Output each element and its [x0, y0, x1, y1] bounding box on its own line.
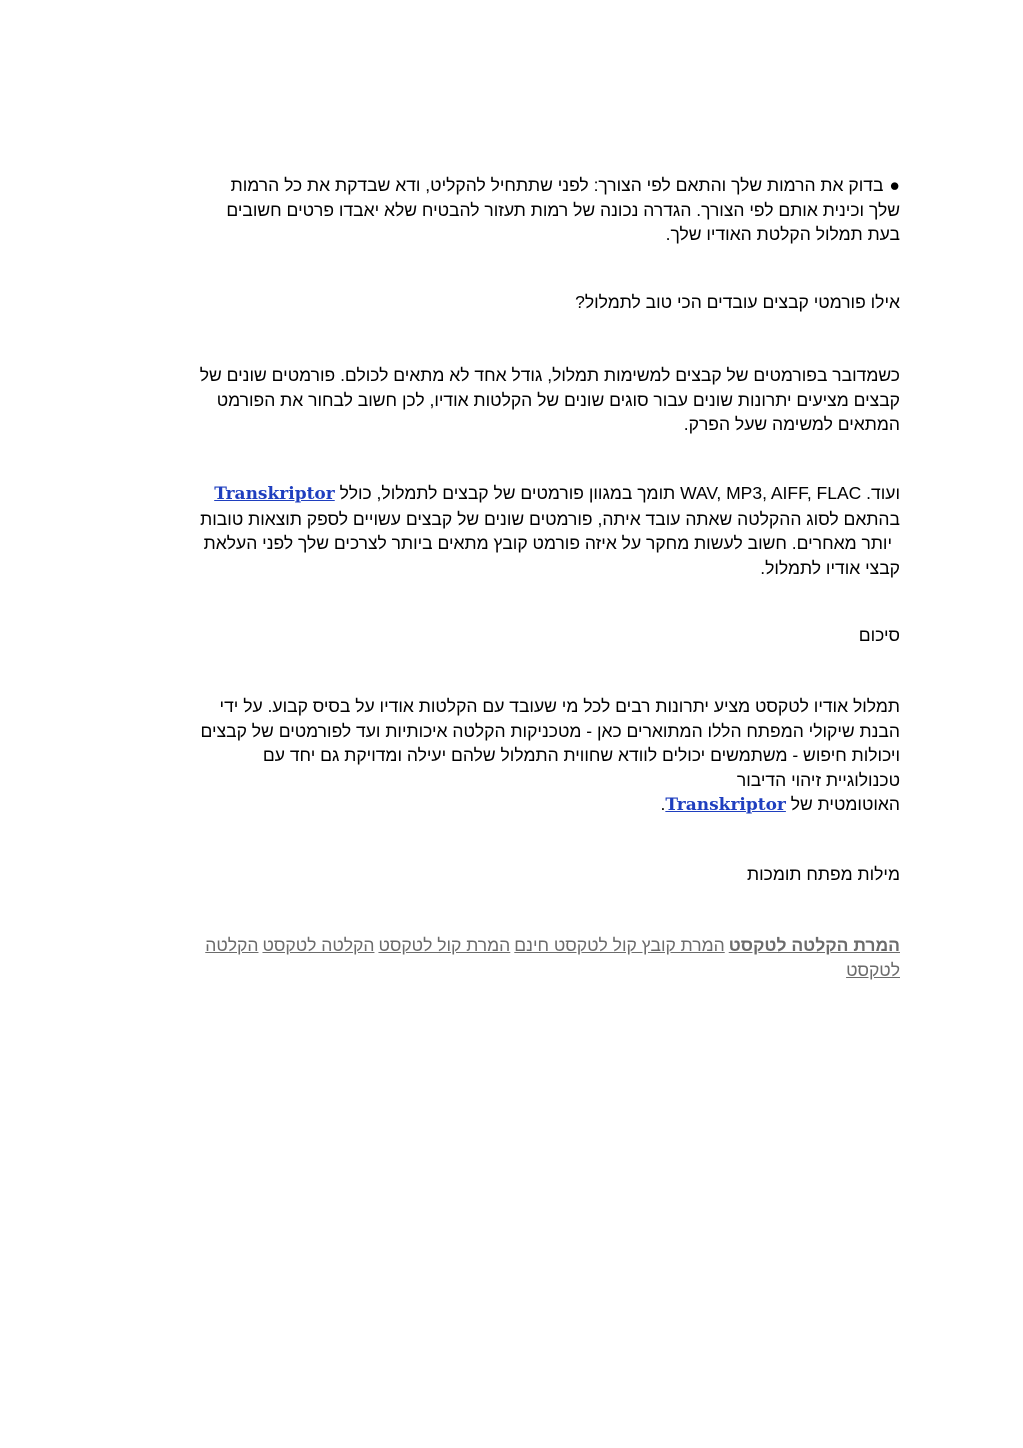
heading-summary-text: סיכום [858, 625, 900, 645]
formats-line-1: כשמדובר בפורמטים של קבצים למשימות תמלול, גודל אחד לא מתאים לכולם. פורמטים שונים של [199, 365, 900, 385]
summary-line-1: תמלול אודיו לטקסט מציע יתרונות רבים לכל מי שעובד עם הקלטות אודיו על בסיס קבוע. על ידי [219, 696, 900, 716]
bullet-line-1 [120, 173, 900, 198]
heading-summary [120, 623, 900, 648]
formats-line-2: קבצים מציעים יתרונות שונים עבור סוגים שונים של הקלטות אודיו, לכן חשוב לבחור את הפורמט [216, 389, 900, 410]
keyword-link-4[interactable]: הקלטה לטקסט [262, 935, 375, 955]
summary-line-4: טכנולוגיית זיהוי הדיבור [736, 769, 900, 790]
bullet-marker: ● [889, 175, 900, 195]
summary-last-before: האוטומטית של [785, 794, 900, 814]
bullet-line-3: בעת תמלול הקלטת האודיו שלך. [665, 224, 900, 244]
bullet-paragraph [120, 173, 900, 247]
keyword-link-2[interactable]: המרת קובץ קול לטקסט חינם [514, 935, 725, 955]
transkriptor-line-3: יותר מאחרים. חשוב לעשות מחקר על איזה פורמט קובץ מתאים ביותר לצרכים שלך לפני העלאת [203, 533, 892, 553]
summary-line-2: הבנת שיקולי המפתח הללו המתוארים כאן - מטכניקות הקלטה איכותיות ועד לפורמטים של קבצים [200, 720, 900, 741]
heading-keywords [120, 862, 900, 887]
transkriptor-line-2: בהתאם לסוג ההקלטה שאתה עובד איתה, פורמטים שונים של קבצים עשויים לספק תוצאות טובות [200, 508, 900, 529]
keyword-link-5-continued[interactable]: לטקסט [846, 959, 900, 980]
transkriptor-line-4: קבצי אודיו לתמלול. [760, 557, 900, 578]
paragraph-summary [120, 694, 900, 818]
keywords-line-1 [120, 933, 900, 958]
paragraph-formats [120, 363, 900, 437]
keyword-link-5[interactable]: הקלטה [205, 935, 259, 955]
paragraph-transkriptor [120, 481, 900, 580]
transkriptor-summary-link[interactable]: Transkriptor [665, 795, 786, 815]
summary-line-5 [120, 792, 900, 818]
keywords-list [120, 933, 900, 982]
transkriptor-line-1 [120, 481, 900, 507]
keyword-link-3[interactable]: המרת קול לטקסט [378, 935, 511, 955]
summary-last-after: . [660, 794, 666, 814]
keywords-line-2 [120, 958, 900, 983]
transkriptor-line-1-text: ועוד. WAV, MP3, AIFF, FLAC תומך במגוון פורמטים של קבצים לתמלול, כולל [334, 483, 900, 503]
heading-formats [120, 290, 900, 315]
heading-formats-text: אילו פורמטי קבצים עובדים הכי טוב לתמלול? [575, 292, 900, 312]
summary-line-3: ויכולות חיפוש - משתמשים יכולים לוודא שחווית התמלול שלהם יעילה ומדויקת גם יחד עם [262, 745, 900, 765]
heading-keywords-text: מילות מפתח תומכות [747, 864, 900, 884]
formats-line-3: המתאים למשימה שעל הפרק. [683, 414, 900, 434]
transkriptor-link[interactable]: Transkriptor [214, 484, 335, 504]
keyword-link-1[interactable]: המרת הקלטה לטקסט [728, 935, 900, 955]
bullet-line-2: שלך וכינית אותם לפי הצורך. הגדרה נכונה של רמות תעזור להבטיח שלא יאבדו פרטים חשובים [226, 199, 900, 220]
bullet-text-1: בדוק את הרמות שלך והתאם לפי הצורך: לפני שתתחיל להקליט, ודא שבדקת את כל הרמות [230, 175, 884, 195]
